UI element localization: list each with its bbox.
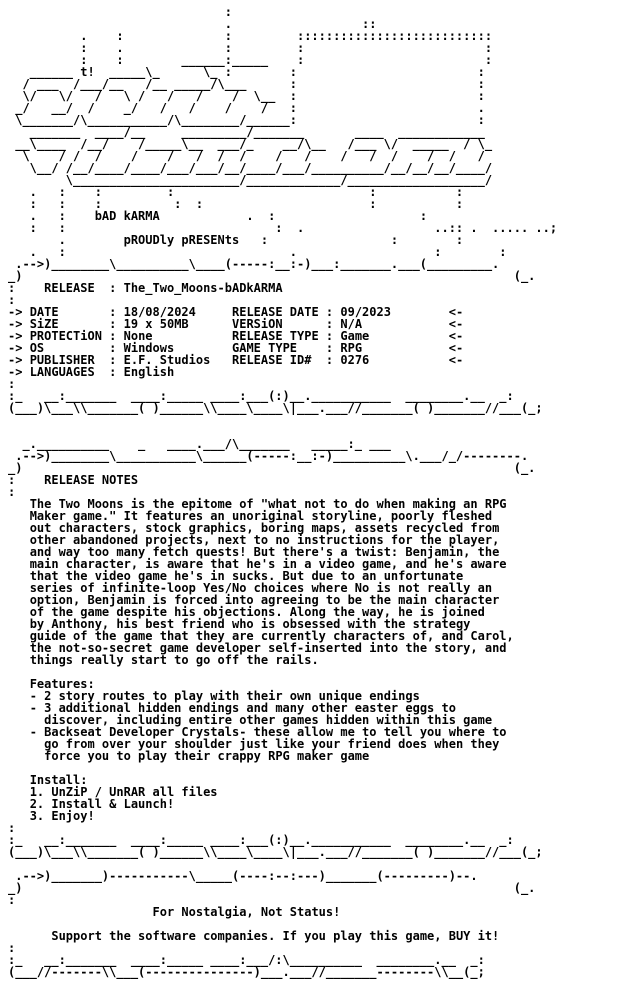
- release-name: The_Two_Moons-bADkARMA: [123, 281, 283, 295]
- presents-text: pROUDly pRESENts: [123, 233, 240, 247]
- label: GAME TYPE: [232, 341, 326, 355]
- frame-art: :: [8, 893, 16, 907]
- notes-text: out characters, stock graphics, boring maps, assets recycled from: [29, 521, 500, 535]
- release-line: [8, 282, 620, 294]
- label: SiZE: [29, 317, 110, 331]
- label: RELEASE ID#: [232, 353, 326, 367]
- frame-art: _) (_.: [8, 461, 536, 475]
- banner-art-line: : . : : :: [8, 41, 493, 55]
- install-heading: Install:: [29, 773, 88, 787]
- frame-art: : : : . ..:: . ..... ..;: [8, 221, 558, 235]
- notes-text: option, Benjamin is forced into agreeing to be the main character: [29, 593, 500, 607]
- frame-art: :_ __:_______ ____:_____ ____:___(:)__.___________ ________.__ _:: [8, 389, 514, 403]
- frame-art: (___//-------\\___(---------------)___.___//_______--------\\__(_;: [8, 965, 485, 979]
- frame-art: .-->)________\___________\______(-----:__:-)__________\.___/_/--------.: [8, 449, 529, 463]
- frame-art: .: [8, 233, 124, 247]
- frame-art: ->: [8, 353, 30, 367]
- label: VERSiON: [232, 317, 326, 331]
- frame-art: :: [325, 305, 341, 319]
- blank: [8, 762, 620, 774]
- banner-art-line: __\____ /__/ /_____\__ ___/_ __/\__ /___ \/ _____ / \_: [8, 137, 493, 151]
- feature-item: go from over your shoulder just like your friend does when they: [29, 737, 500, 751]
- frame-art: :: [325, 341, 341, 355]
- label: PROTECTiON: [29, 329, 110, 343]
- frame-art: :: [8, 377, 16, 391]
- frame-art: <-: [448, 317, 464, 331]
- notes-text: The Two Moons is the epitome of "what not to do when making an RPG: [29, 497, 507, 511]
- value: RPG: [340, 341, 449, 355]
- feature-item: - Backseat Developer Crystals- these allow me to tell you where to: [29, 725, 507, 739]
- notes-text: of the game despite his objections. Along the way, he is joined: [29, 605, 485, 619]
- notes-text: Maker game." It features an unoriginal storyline, poorly fleshed: [29, 509, 493, 523]
- notes-text: by Anthony, his best friend who is obsessed with the strategy: [29, 617, 471, 631]
- install-line: [8, 798, 620, 810]
- banner-art-line: . : : :::::::::::::::::::::::::::: [8, 29, 493, 43]
- banner-art-line: ______ t! _____\_ \_ : : :: [8, 65, 485, 79]
- notes-text: that the video game he's in sucks. But due to an unfortunate: [29, 569, 464, 583]
- frame-art: :: [109, 281, 124, 295]
- frame-art: :: [8, 821, 16, 835]
- tagline-line: [8, 906, 620, 918]
- frame-art: :: [109, 305, 124, 319]
- notes-text: main character, is aware that he's in a video game, and he's aware: [29, 557, 507, 571]
- frame-art: :: [325, 353, 341, 367]
- frame-bottom: [8, 846, 620, 858]
- banner-art-line: : : : : : : :: [8, 197, 464, 211]
- frame-art: :: [325, 329, 341, 343]
- install-step: 3. Enjoy!: [29, 809, 95, 823]
- frame-art: :: [109, 365, 124, 379]
- label: OS: [29, 341, 110, 355]
- frame-art: (___)\___\\_______( )______\\____\____\|___.___//_______( )_______//___(_;: [8, 845, 543, 859]
- frame-art: ->: [8, 365, 30, 379]
- frame-art: :: [109, 317, 124, 331]
- notes-heading: RELEASE NOTES: [44, 473, 139, 487]
- install-step: 2. Install & Launch!: [29, 797, 175, 811]
- label: RELEASE DATE: [232, 305, 326, 319]
- tagline: For Nostalgia, Not Status!: [152, 905, 341, 919]
- feature-line: [8, 750, 620, 762]
- frame-art: :_ __:_______ ____:_____ ____:___/:\__________ ________.__ _:: [8, 953, 485, 967]
- banner-art-line: \_______/\___________/\________/______: :: [8, 113, 485, 127]
- frame-bottom: [8, 402, 620, 414]
- feature-item: - 2 story routes to play with their own unique endings: [29, 689, 420, 703]
- frame-art: _.__________ _ ____.___/\_______ _____:_ ___: [8, 437, 406, 451]
- frame-art: <-: [448, 341, 464, 355]
- install-line: [8, 810, 620, 822]
- label: LANGUAGES: [29, 365, 110, 379]
- blank: [8, 666, 620, 678]
- label: PUBLISHER: [29, 353, 110, 367]
- frame-art: ->: [8, 317, 30, 331]
- value: 0276: [340, 353, 449, 367]
- frame-art: <-: [448, 305, 464, 319]
- banner-art-line: \__/ /__/____/____/___/___/__/____/___/__________/__/__/__/____/: [8, 161, 493, 175]
- frame-art: <-: [448, 329, 464, 343]
- frame-art: .-->)_______)-----------\_____(----:--:---)_______(---------)--.: [8, 869, 478, 883]
- notes-text: guide of the game that they are currently characters of, and Carol,: [29, 629, 514, 643]
- banner-art-line: . : : : : :: [8, 185, 464, 199]
- feature-item: force you to play their crappy RPG maker game: [29, 749, 370, 763]
- frame-art: :: [325, 317, 341, 331]
- frame-art: _) (_.: [8, 269, 536, 283]
- frame-art: :: [8, 473, 45, 487]
- frame-art: <-: [448, 353, 464, 367]
- value: English: [123, 365, 175, 379]
- frame-art: . : :: [159, 209, 428, 223]
- frame-art: :: [109, 341, 124, 355]
- frame-art: . : . : :: [8, 245, 507, 259]
- banner-art-line: _/ __/ / _/ / / / / : .: [8, 101, 485, 115]
- notes-text: things really start to go off the rails.: [29, 653, 319, 667]
- notes-line: [8, 654, 620, 666]
- banner-art-line: \_______________________/_____________/___________________/: [8, 173, 493, 187]
- frame-art: (___)\___\\_______( )______\\____\____\|___.___//_______( )_______//___(_;: [8, 401, 543, 415]
- frame-art: [8, 653, 30, 667]
- value: 18/08/2024: [123, 305, 232, 319]
- frame-art: [8, 905, 153, 919]
- blank: [8, 414, 620, 426]
- frame-art: [8, 749, 30, 763]
- value: Windows: [123, 341, 232, 355]
- label: RELEASE TYPE: [232, 329, 326, 343]
- value: 09/2023: [340, 305, 449, 319]
- banner-art-line: \/ \/ / \ / / / / \__ : :: [8, 89, 485, 103]
- frame-art: :_ __:_______ ____:_____ ____:___(:)__.___________ ________.__ _:: [8, 833, 514, 847]
- features-heading: Features:: [29, 677, 95, 691]
- frame-art: _) (_.: [8, 881, 536, 895]
- release-label: RELEASE: [44, 281, 110, 295]
- value: N/A: [340, 317, 449, 331]
- frame-art: :: [8, 941, 16, 955]
- info-line: [8, 366, 620, 378]
- support-text: Support the software companies. If you play this game, BUY it!: [51, 929, 500, 943]
- frame-art: : : :: [239, 233, 464, 247]
- support-line: [8, 930, 620, 942]
- nfo-document: [8, 6, 620, 978]
- frame-art: . :: [8, 209, 95, 223]
- value: E.F. Studios: [123, 353, 232, 367]
- banner-art-line: \ / / / / / / / / / / / / / / / /: [8, 149, 485, 163]
- banner-art-line: _______ ____/__ _________/_______ ____ ____________: [8, 125, 485, 139]
- label: DATE: [29, 305, 110, 319]
- frame-art: ->: [8, 305, 30, 319]
- frame-art: ->: [8, 329, 30, 343]
- frame-art: :: [8, 485, 16, 499]
- frame-top: [8, 882, 620, 894]
- frame-art: :: [109, 353, 124, 367]
- group-name: bAD kARMA: [94, 209, 160, 223]
- install-step: 1. UnZiP / UnRAR all files: [29, 785, 218, 799]
- notes-text: other abandoned projects, next to no instructions for the player,: [29, 533, 500, 547]
- value: 19 x 50MB: [123, 317, 232, 331]
- value: None: [123, 329, 232, 343]
- frame-art: .-->)________\__________\____(-----:__:-)___:_______.___(_________.: [8, 257, 500, 271]
- notes-text: and way too many fetch quests! But there's a twist: Benjamin, the: [29, 545, 500, 559]
- frame-art: :: [8, 281, 45, 295]
- frame-bottom: [8, 966, 620, 978]
- banner-art-line: :: [8, 5, 232, 19]
- value: Game: [340, 329, 449, 343]
- notes-text: the not-so-secret game developer self-inserted into the story, and: [29, 641, 507, 655]
- frame-art: :: [109, 329, 124, 343]
- frame-art: ->: [8, 341, 30, 355]
- banner-art-line: : : ______:_____ : :: [8, 53, 493, 67]
- feature-item: - 3 additional hidden endings and many other easter eggs to: [29, 701, 456, 715]
- notes-heading-line: [8, 474, 620, 486]
- notes-text: series of infinite-loop Yes/No choices where No is not really an: [29, 581, 493, 595]
- banner-art-line: / ___ /___/__ /__ _____/\___ : :: [8, 77, 485, 91]
- frame-art: :: [8, 293, 16, 307]
- banner-art-line: . ::: [8, 17, 377, 31]
- feature-item: discover, including entire other games hidden within this game: [29, 713, 493, 727]
